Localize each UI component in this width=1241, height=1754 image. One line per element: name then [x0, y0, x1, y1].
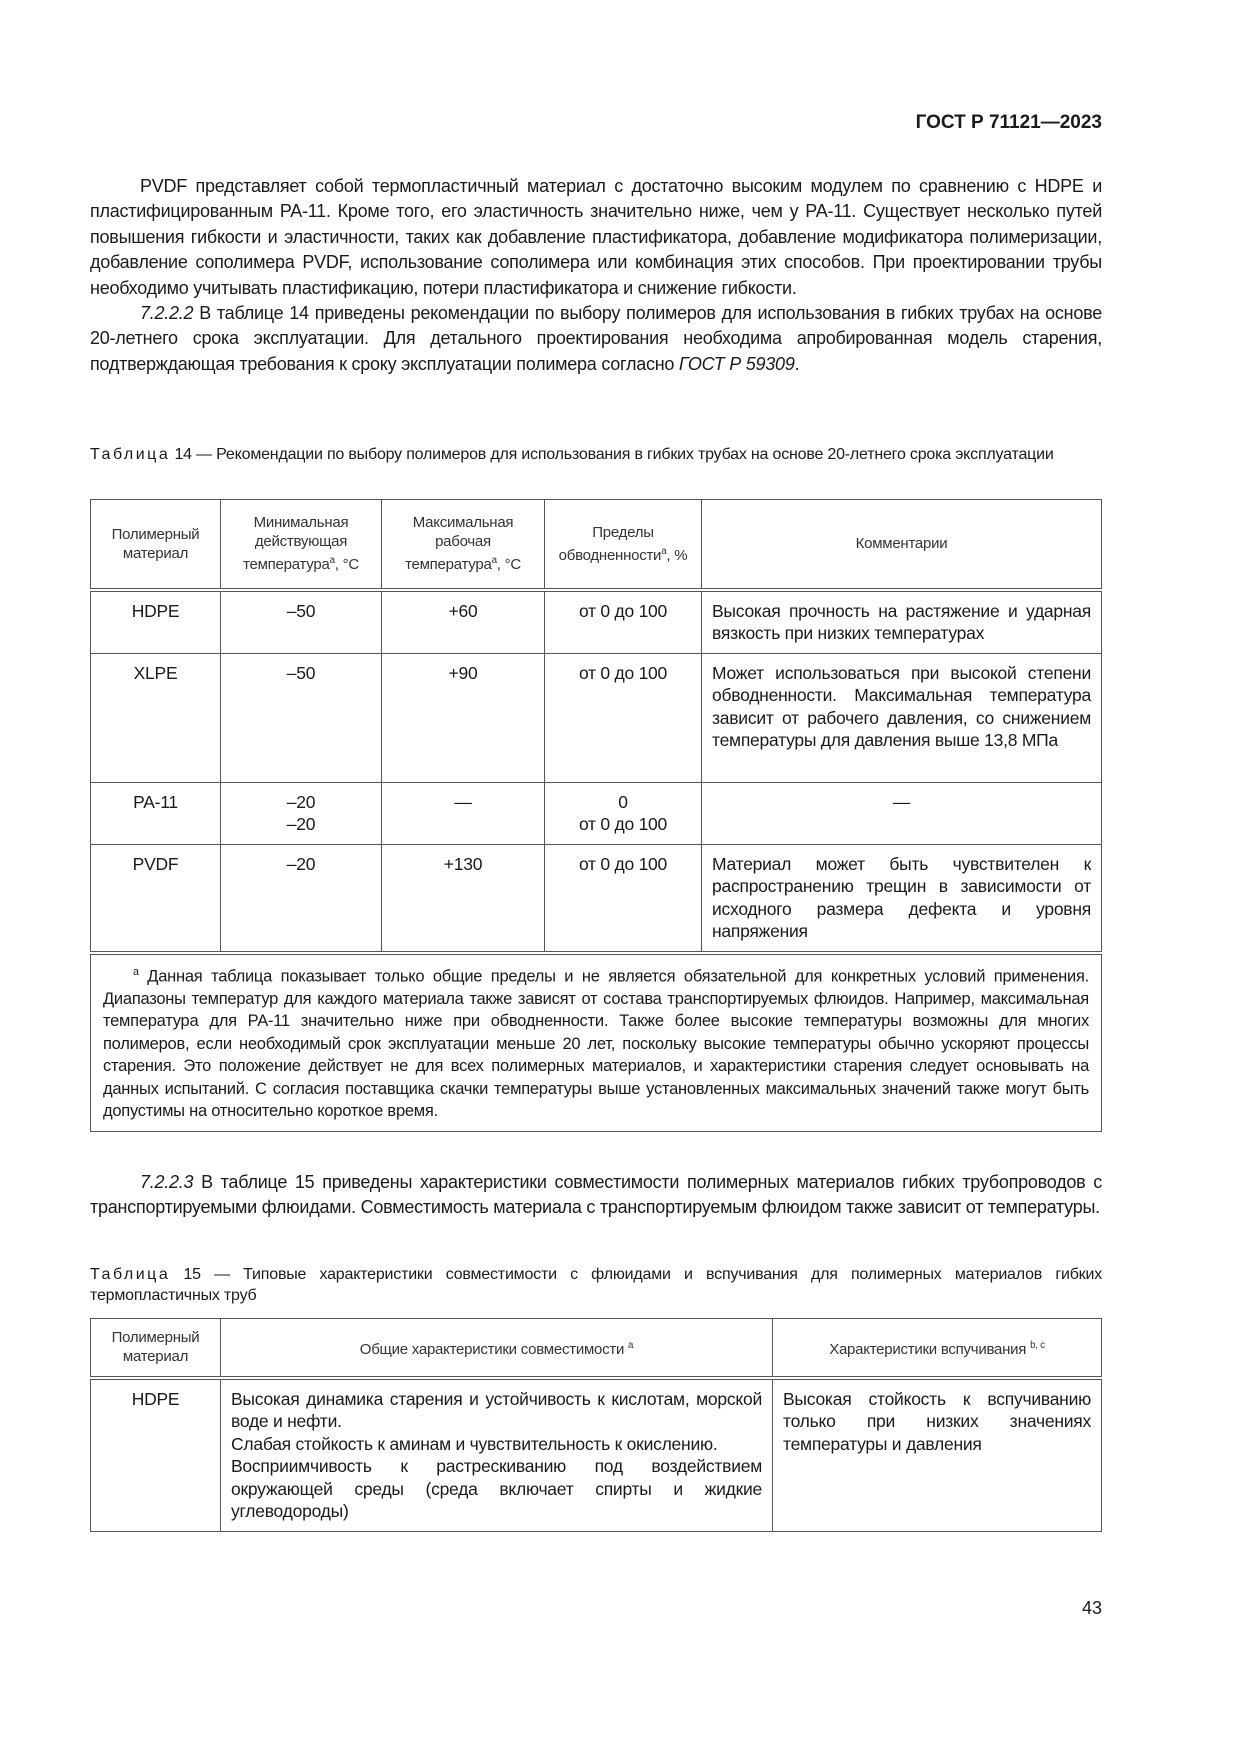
cell-max: +130: [382, 844, 545, 953]
cell-material: PA-11: [91, 782, 221, 844]
header-comments: Комментарии: [702, 500, 1102, 590]
cell-material: PVDF: [91, 844, 221, 953]
cell-material: HDPE: [91, 590, 221, 654]
cell-line: 0: [618, 791, 628, 812]
cell-line: –20: [286, 791, 316, 812]
table14-caption: [90, 444, 1102, 465]
header-text: Максимальная рабочая температура: [405, 514, 514, 574]
cell-line: Слабая стойкость к аминам и чувствительность к окислению.: [231, 1433, 718, 1454]
header-min-temp: [221, 500, 382, 590]
header-text: Пределы обводненности: [558, 523, 662, 564]
header-max-temp: [382, 500, 545, 590]
header-compatibility: [221, 1319, 773, 1378]
cell-max: +90: [382, 653, 545, 782]
footnote-mark: a: [491, 555, 497, 567]
cell-max: +60: [382, 590, 545, 654]
cell-water: от 0 до 100: [545, 653, 702, 782]
footnote-mark: b, c: [1030, 1339, 1045, 1351]
clause-number: 7.2.2.3: [140, 1172, 194, 1192]
header-text: Характеристики вспучивания: [829, 1340, 1031, 1358]
header-text: Общие характеристики совместимости: [359, 1340, 629, 1358]
cell-comment: Может использоваться при высокой степени обводненности. Максимальная температура зависит от рабочего давления, со снижением температуры для давления выше 13,8 МПа: [702, 653, 1102, 782]
header-unit: , °С: [496, 556, 521, 574]
cell-line: Восприимчивость к растрескиванию под воздействием окружающей среды (среда включает спирты и жидкие углеводороды): [231, 1456, 762, 1521]
cell-water: [545, 782, 702, 844]
footnote-text: Данная таблица показывает только общие пределы и не является обязательной для конкретных условий применения. Диапазоны температур для каждого материала также зависят от состава транспортируемых флюидов. Например, максимальная температура для PA-11 значительно ниже при обводненности. Также более высокие температуры возможны для многих полимеров, если необходимый срок эксплуатации меньше 20 лет, поскольку высокие температуры обычно ускоряют процессы старения. Это положение действует не для всех полимерных материалов, и характеристики старения следует основывать на данных испытаний. С согласия поставщика скачки температуры выше установленных максимальных значений также могут быть допустимы на относительно короткое время.: [103, 967, 1089, 1120]
footnote-indent: [103, 967, 133, 985]
cell-line: –20: [286, 814, 316, 834]
cell-line: от 0 до 100: [578, 814, 668, 834]
clause-7-2-2-2: [90, 301, 1102, 377]
header-text: Минимальная действующая температура: [243, 514, 349, 574]
footnote-mark: a: [133, 965, 139, 978]
intro-text: [90, 174, 1102, 377]
header-water-cut: [545, 500, 702, 590]
cell-water: от 0 до 100: [545, 590, 702, 654]
clause-text: В таблице 15 приведены характеристики совместимости полимерных материалов гибких трубопроводов с транспортируемыми флюидами. Совместимость материала с транспортируемым флюидом также зависит от температуры.: [90, 1172, 1102, 1218]
cell-water: от 0 до 100: [545, 844, 702, 953]
table-row: [91, 1378, 1102, 1532]
cell-min: [221, 782, 382, 844]
footnote-mark: a: [628, 1339, 634, 1351]
table-row: [91, 590, 1102, 654]
table-footnote: [91, 953, 1102, 1132]
table-footnote-row: [91, 953, 1102, 1132]
table-header-row: [91, 1319, 1102, 1378]
cell-comment: Высокая прочность на растяжение и ударная вязкость при низких температурах: [702, 590, 1102, 654]
cell-max: —: [382, 782, 545, 844]
footnote-mark: a: [661, 545, 667, 557]
header-material: Полимерный материал: [91, 1319, 221, 1378]
footnote-mark: a: [329, 555, 335, 567]
clause-end: .: [794, 353, 800, 374]
cell-min: –50: [221, 590, 382, 654]
table15-caption: [90, 1264, 1102, 1306]
header-material: Полимерный материал: [91, 500, 221, 590]
clause-text: В таблице 14 приведены рекомендации по выбору полимеров для использования в гибких трубах на основе 20-летнего срока эксплуатации. Для детального проектирования необходима апробированная модель старения, подтверждающая требования к сроку эксплуатации полимера согласно: [90, 303, 1102, 374]
page-number: 43: [1081, 1598, 1102, 1618]
clause-7-2-2-3: [90, 1170, 1102, 1221]
table-label: Таблица: [90, 446, 171, 463]
clause-number: 7.2.2.2: [140, 303, 194, 324]
header-unit: , %: [666, 546, 688, 564]
cell-material: HDPE: [91, 1378, 221, 1532]
table-row: [91, 844, 1102, 953]
cell-min: –50: [221, 653, 382, 782]
table-15: [90, 1318, 1102, 1532]
table-label: Таблица: [90, 1266, 171, 1283]
paragraph-pvdf: PVDF представляет собой термопластичный материал с достаточно высоким модулем по сравнению с HDPE и пластифицированным PA-11. Кроме того, его эластичность значительно ниже, чем у PA-11. Существует несколько путей повышения гибкости и эластичности, таких как добавление пластификатора, добавление модификатора полимеризации, добавление сополимера PVDF, использование сополимера или комбинация этих способов. При проектировании трубы необходимо учитывать пластификацию, потери пластификатора и снижение гибкости.: [90, 176, 1102, 298]
cell-compatibility: [221, 1378, 773, 1532]
cell-comment: Материал может быть чувствителен к распространению трещин в зависимости от исходного размера дефекта и уровня напряжения: [702, 844, 1102, 953]
cell-min: –20: [221, 844, 382, 953]
cell-material: XLPE: [91, 653, 221, 782]
clause-paragraph: [90, 1170, 1102, 1221]
table-caption-text: 14 — Рекомендации по выбору полимеров для использования в гибких трубах на основе 20-летнего срока эксплуатации: [170, 446, 1054, 463]
standard-reference[interactable]: ГОСТ Р 59309: [678, 353, 795, 374]
table-row: [91, 653, 1102, 782]
document-header: ГОСТ Р 71121—2023: [915, 112, 1102, 133]
table-caption-text: 15 — Типовые характеристики совместимости с флюидами и вспучивания для полимерных материалов гибких термопластичных труб: [90, 1266, 1102, 1304]
header-unit: , °С: [334, 556, 359, 574]
header-swelling: [773, 1319, 1102, 1378]
cell-swelling: Высокая стойкость к вспучиванию только при низких значениях температуры и давления: [773, 1378, 1102, 1532]
cell-comment: —: [702, 782, 1102, 844]
cell-line: Высокая динамика старения и устойчивость к кислотам, морской воде и нефти.: [231, 1388, 762, 1431]
table-header-row: [91, 500, 1102, 590]
table-row: [91, 782, 1102, 844]
table-14: [90, 499, 1102, 1132]
